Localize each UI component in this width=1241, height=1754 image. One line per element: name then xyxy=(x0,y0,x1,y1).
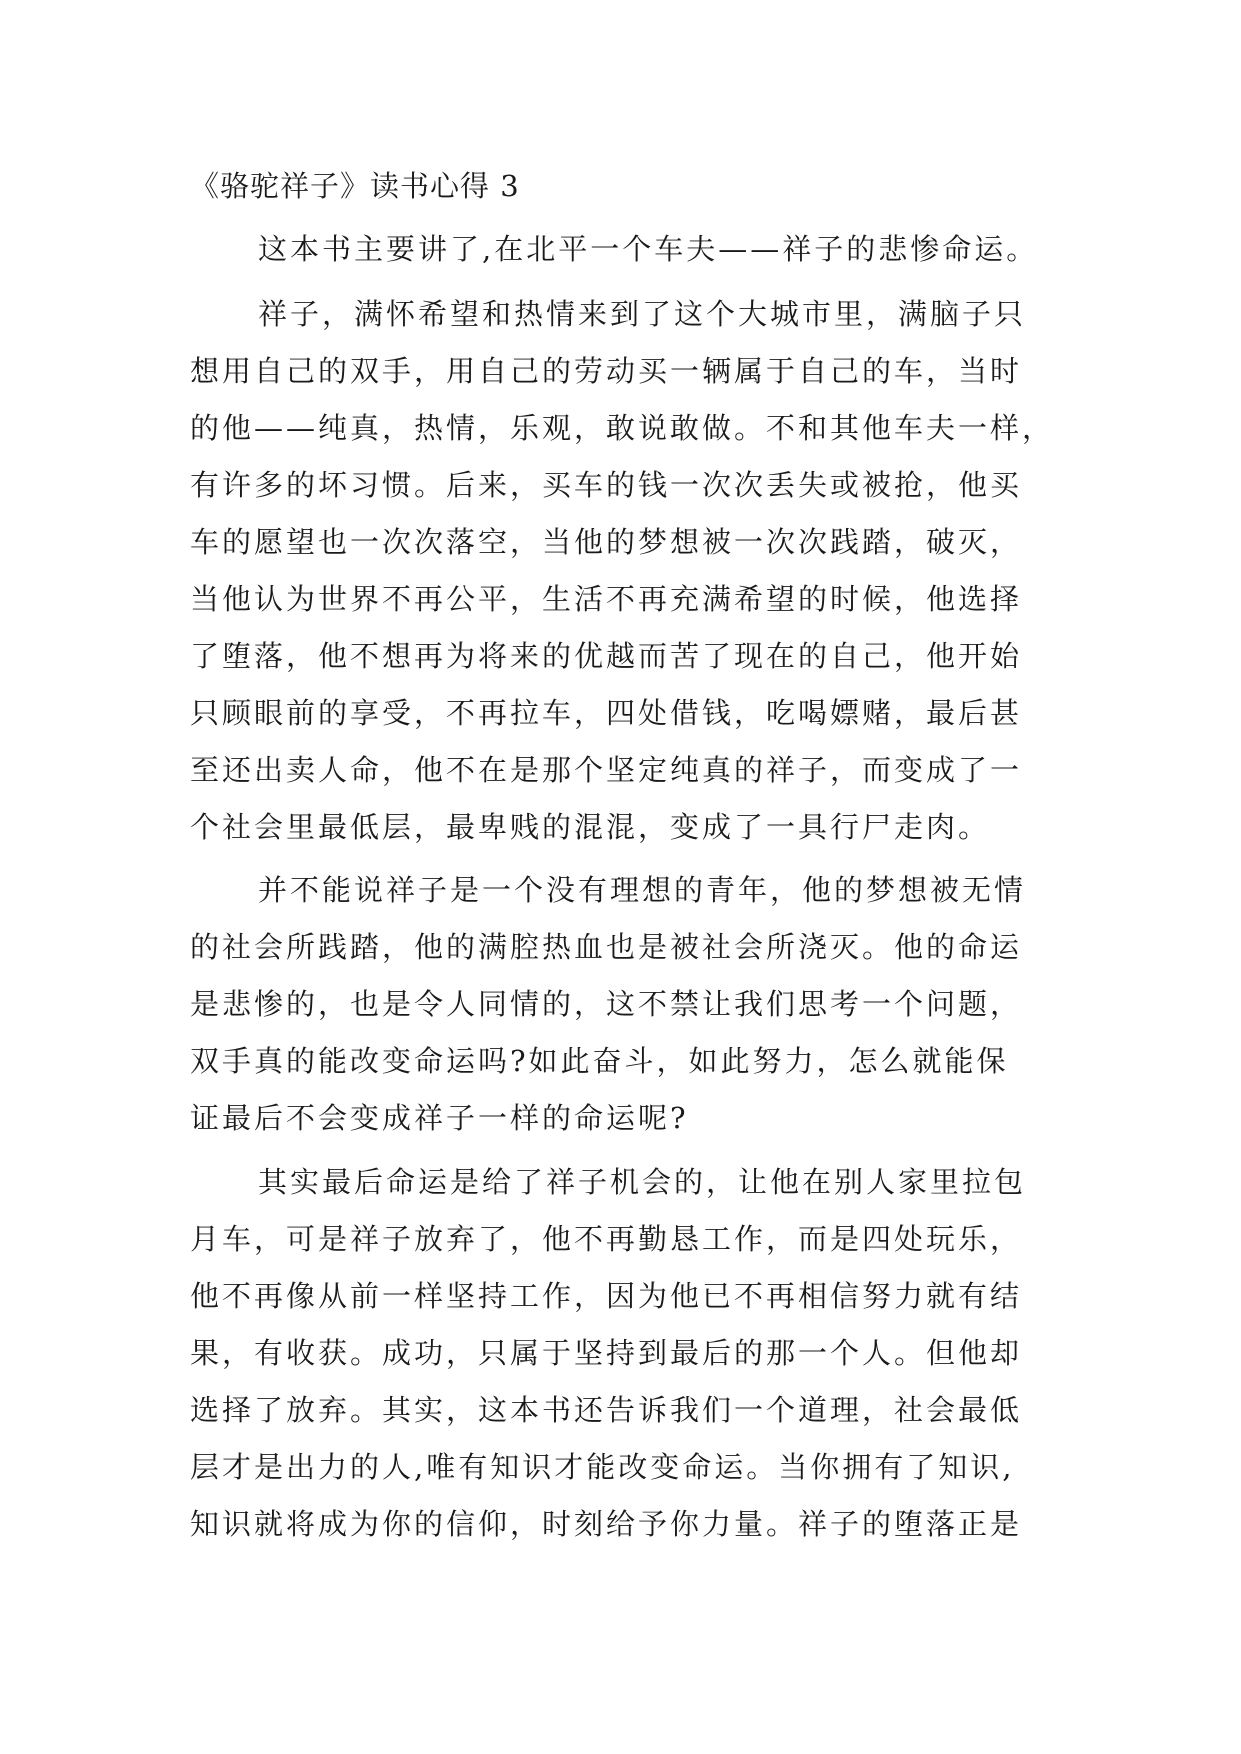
text-line: 了堕落，他不想再为将来的优越而苦了现在的自己，他开始 xyxy=(190,639,1023,673)
text-line: 月车，可是祥子放弃了，他不再勤恳工作，而是四处玩乐， xyxy=(190,1222,1023,1256)
text-line: 果，有收获。成功，只属于坚持到最后的那一个人。但他却 xyxy=(190,1336,1023,1370)
document-title: 《骆驼祥子》读书心得 3 xyxy=(190,169,520,203)
text-line: 至还出卖人命，他不在是那个坚定纯真的祥子，而变成了一 xyxy=(190,753,1023,787)
text-line: 当他认为世界不再公平，生活不再充满希望的时候，他选择 xyxy=(190,582,1023,616)
text-line: 层才是出力的人,唯有知识才能改变命运。当你拥有了知识, xyxy=(190,1450,1015,1484)
text-line: 只顾眼前的享受，不再拉车，四处借钱，吃喝嫖赌，最后甚 xyxy=(190,696,1023,730)
text-line: 其实最后命运是给了祥子机会的，让他在别人家里拉包 xyxy=(258,1165,1027,1199)
text-line: 的社会所践踏，他的满腔热血也是被社会所浇灭。他的命运 xyxy=(190,930,1023,964)
text-line: 是悲惨的，也是令人同情的，这不禁让我们思考一个问题， xyxy=(190,987,1023,1021)
text-line: 知识就将成为你的信仰，时刻给予你力量。祥子的堕落正是 xyxy=(190,1507,1023,1541)
text-line: 有许多的坏习惯。后来，买车的钱一次次丢失或被抢，他买 xyxy=(190,468,1023,502)
text-line: 个社会里最低层，最卑贱的混混，变成了一具行尸走肉。 xyxy=(190,810,991,844)
text-line: 想用自己的双手，用自己的劳动买一辆属于自己的车，当时 xyxy=(190,354,1023,388)
text-line: 祥子，满怀希望和热情来到了这个大城市里，满脑子只 xyxy=(258,297,1027,331)
text-line: 双手真的能改变命运吗?如此奋斗，如此努力，怎么就能保 xyxy=(190,1044,1009,1078)
text-line: 这本书主要讲了,在北平一个车夫——祥子的悲惨命运。 xyxy=(258,232,1039,266)
text-line: 证最后不会变成祥子一样的命运呢? xyxy=(190,1101,689,1135)
text-line: 选择了放弃。其实，这本书还告诉我们一个道理，社会最低 xyxy=(190,1393,1023,1427)
text-line: 车的愿望也一次次落空，当他的梦想被一次次践踏，破灭， xyxy=(190,525,1023,559)
text-line: 的他——纯真，热情，乐观，敢说敢做。不和其他车夫一样， xyxy=(190,411,1055,445)
text-line: 他不再像从前一样坚持工作，因为他已不再相信努力就有结 xyxy=(190,1279,1023,1313)
text-line: 并不能说祥子是一个没有理想的青年，他的梦想被无情 xyxy=(258,873,1027,907)
